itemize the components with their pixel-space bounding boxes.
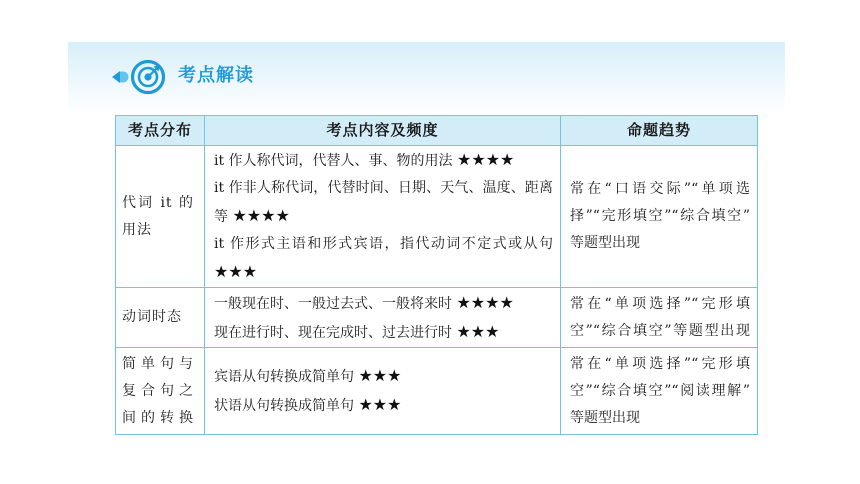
frequency-stars: ★★★ bbox=[214, 262, 258, 281]
topic-line: 间的转换 bbox=[122, 409, 194, 426]
trend-line: 常在“单项选择”“完形填 bbox=[570, 295, 750, 312]
section-title: 考点解读 bbox=[178, 65, 254, 86]
table-row bbox=[116, 288, 758, 348]
table-row bbox=[116, 146, 758, 288]
frequency-stars: ★★★ bbox=[456, 321, 500, 341]
topic-line: 代词 it 的 bbox=[122, 194, 194, 211]
content-item-text: 状语从句转换成简单句 bbox=[214, 398, 354, 414]
table-header-row bbox=[116, 116, 758, 146]
topic-line: 复合句之 bbox=[122, 382, 194, 399]
content-item bbox=[214, 146, 553, 175]
topic-line: 简单句与 bbox=[122, 355, 194, 372]
topic-cell bbox=[116, 348, 205, 435]
table-row bbox=[116, 348, 758, 435]
frequency-stars: ★★★★ bbox=[457, 150, 515, 169]
content-item bbox=[214, 175, 553, 231]
trend-cell bbox=[561, 288, 758, 348]
frequency-stars: ★★★ bbox=[358, 395, 402, 414]
trend-line: 常在“单项选择”“完形填 bbox=[570, 355, 750, 372]
content-item-text: it 作人称代词，代替人、事、物的用法 bbox=[214, 153, 453, 169]
trend-cell bbox=[561, 348, 758, 435]
content-cell bbox=[205, 348, 561, 435]
topic-line: 用法 bbox=[122, 221, 152, 238]
content-item bbox=[214, 289, 553, 318]
header-content-frequency: 考点内容及频度 bbox=[205, 116, 561, 146]
content-item bbox=[214, 362, 553, 391]
content-item-text: 宾语从句转换成简单句 bbox=[214, 369, 354, 385]
content-item bbox=[214, 231, 553, 287]
content-item-text: it 作非人称代词，代替时间、日期、天气、温度、距离等 bbox=[214, 180, 553, 225]
trend-line: 等题型出现 bbox=[570, 409, 640, 426]
topic-line: 动词时态 bbox=[122, 309, 182, 325]
trend-line: 常在“口语交际”“单项选 bbox=[570, 181, 750, 197]
content-item bbox=[214, 391, 553, 420]
content-item-text: 一般现在时、一般过去式、一般将来时 bbox=[214, 295, 452, 312]
trend-cell bbox=[561, 146, 758, 288]
content-item-text: it 作形式主语和形式宾语，指代动词不定式或从句 bbox=[214, 236, 553, 252]
header-question-trend: 命题趋势 bbox=[561, 116, 758, 146]
target-icon bbox=[108, 57, 168, 97]
exam-points-table bbox=[115, 115, 758, 435]
content-cell bbox=[205, 146, 561, 288]
content-cell bbox=[205, 288, 561, 348]
trend-line: 空”“综合填空”“阅读理解” bbox=[570, 382, 750, 399]
frequency-stars: ★★★ bbox=[358, 366, 402, 385]
frequency-stars: ★★★★ bbox=[456, 292, 514, 312]
trend-line: 择”“完形填空”“综合填空” bbox=[570, 208, 750, 224]
topic-cell bbox=[116, 146, 205, 288]
content-item bbox=[214, 318, 553, 347]
frequency-stars: ★★★★ bbox=[232, 206, 290, 225]
header-topic-distribution: 考点分布 bbox=[116, 116, 205, 146]
section-header-band bbox=[68, 42, 785, 114]
trend-line: 等题型出现 bbox=[570, 235, 640, 251]
content-item-text: 现在进行时、现在完成时、过去进行时 bbox=[214, 324, 452, 341]
trend-line: 空”“综合填空”等题型出现 bbox=[570, 322, 750, 339]
topic-cell bbox=[116, 288, 205, 348]
